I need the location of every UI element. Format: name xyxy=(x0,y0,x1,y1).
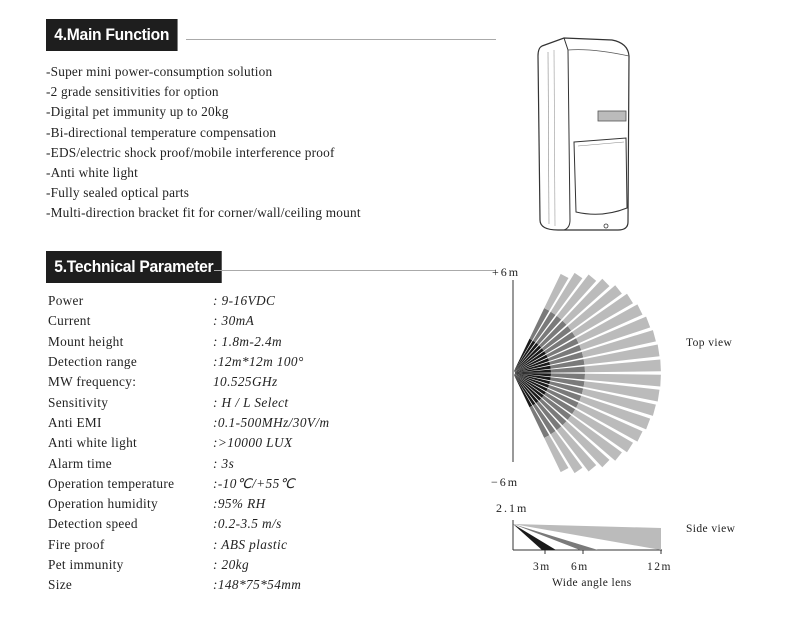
parameter-label: Fire proof xyxy=(48,536,105,552)
parameter-value: : H / L Select xyxy=(213,394,289,410)
parameter-value: : 20kg xyxy=(213,557,249,572)
side-view-label: Side view xyxy=(686,523,736,535)
top-range-label: +6m xyxy=(492,265,521,279)
feature-item: -Digital pet immunity up to 20kg xyxy=(46,104,229,120)
feature-item: -Bi-directional temperature compensation xyxy=(46,124,277,140)
tick-6m-label: 6m xyxy=(571,561,589,573)
tick-12m-label: 12m xyxy=(647,561,672,573)
feature-item: -2 grade sensitivities for option xyxy=(46,84,219,100)
top-view-fan xyxy=(514,273,661,473)
feature-item: -Fully sealed optical parts xyxy=(46,185,190,201)
detection-pattern-diagram xyxy=(470,258,796,598)
parameter-value: : 1.8m-2.4m xyxy=(213,333,283,349)
feature-item: -Anti white light xyxy=(46,164,139,180)
main-function-title: 4.Main Function xyxy=(46,19,177,51)
parameter-label: Size xyxy=(48,577,73,593)
parameter-label: Anti white light xyxy=(48,435,138,451)
technical-parameter-divider xyxy=(214,270,496,271)
parameter-value: :0.2-3.5 m/s xyxy=(213,516,282,532)
technical-parameter-title: 5.Technical Parameter xyxy=(46,251,222,283)
parameter-row xyxy=(48,352,330,372)
tick-3m-label: 3m xyxy=(533,561,551,573)
parameter-value: :95% RH xyxy=(213,496,266,512)
parameter-row xyxy=(48,311,330,331)
parameter-value: : 3s xyxy=(213,455,235,471)
parameter-value: :148*75*54mm xyxy=(213,577,302,593)
feature-list xyxy=(46,62,361,224)
parameter-row xyxy=(48,535,330,555)
parameter-label: Detection speed xyxy=(48,516,138,532)
parameter-value: :>10000 LUX xyxy=(213,435,293,451)
parameter-label: Operation temperature xyxy=(48,475,175,491)
main-function-divider xyxy=(186,39,496,40)
parameter-row xyxy=(48,291,330,311)
parameter-label: Current xyxy=(48,313,91,329)
parameter-value: :12m*12m 100° xyxy=(213,354,304,370)
lens-label: Wide angle lens xyxy=(552,577,632,589)
bottom-range-label: −6m xyxy=(491,475,520,489)
parameter-label: Detection range xyxy=(48,354,138,370)
parameter-table xyxy=(48,291,330,595)
feature-item: -EDS/electric shock proof/mobile interference proof xyxy=(46,144,335,160)
side-beam-far xyxy=(513,524,661,550)
parameter-row xyxy=(48,474,330,494)
side-height-label: 2.1m xyxy=(496,501,529,515)
parameter-row xyxy=(48,372,330,392)
parameter-label: MW frequency: xyxy=(48,374,137,390)
motion-detector-illustration xyxy=(532,34,632,234)
parameter-row xyxy=(48,453,330,473)
parameter-value: : 30mA xyxy=(213,313,255,329)
parameter-value: :-10℃/+55℃ xyxy=(213,475,295,491)
parameter-label: Mount height xyxy=(48,333,124,349)
parameter-label: Power xyxy=(48,293,84,309)
parameter-row xyxy=(48,494,330,514)
parameter-row xyxy=(48,332,330,352)
parameter-value: :0.1-500MHz/30V/m xyxy=(213,414,330,430)
parameter-row xyxy=(48,433,330,453)
parameter-row xyxy=(48,555,330,575)
parameter-row xyxy=(48,514,330,534)
parameter-label: Operation humidity xyxy=(48,496,158,512)
parameter-value: : 9-16VDC xyxy=(213,293,276,309)
parameter-label: Anti EMI xyxy=(48,414,102,430)
parameter-label: Sensitivity xyxy=(48,394,109,410)
parameter-value: 10.525GHz xyxy=(213,374,278,390)
parameter-row xyxy=(48,413,330,433)
feature-item: -Multi-direction bracket fit for corner/wall/ceiling mount xyxy=(46,205,361,221)
parameter-label: Pet immunity xyxy=(48,557,124,572)
parameter-label: Alarm time xyxy=(48,455,112,471)
parameter-row xyxy=(48,575,330,595)
parameter-row xyxy=(48,392,330,412)
feature-item: -Super mini power-consumption solution xyxy=(46,64,273,79)
parameter-value: : ABS plastic xyxy=(213,536,288,552)
top-view-label: Top view xyxy=(686,337,733,349)
